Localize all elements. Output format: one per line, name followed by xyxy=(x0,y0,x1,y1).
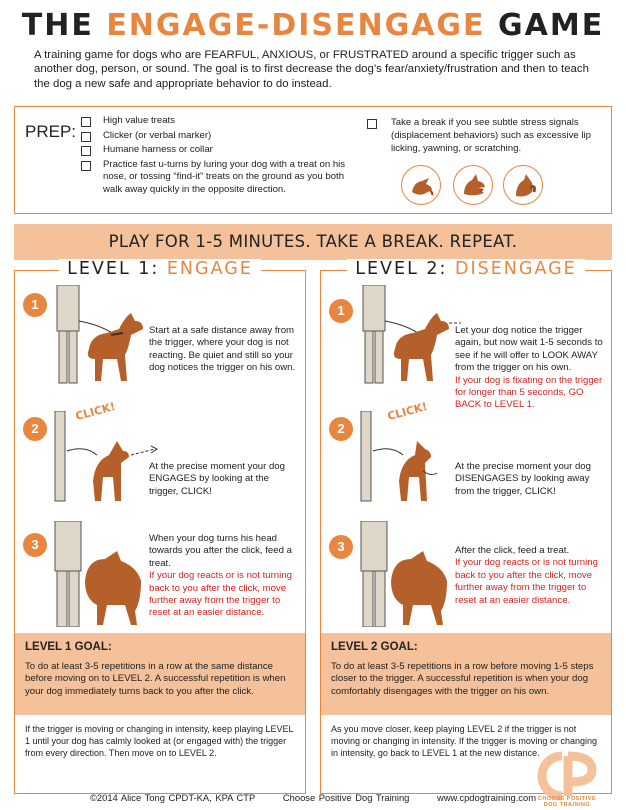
step-1-badge: 1 xyxy=(329,299,353,323)
step-2-text: At the precise moment your dog DISENGAGES by looking away from the trigger, CLICK! xyxy=(455,461,591,497)
dog-disengaging-illustration xyxy=(351,411,471,507)
lip-licking-dog-icon xyxy=(401,165,441,205)
scratching-dog-icon xyxy=(503,165,543,205)
step-2-badge: 2 xyxy=(23,417,47,441)
person-and-dog-illustration xyxy=(45,285,155,389)
prep-list xyxy=(81,115,351,199)
level-1-panel xyxy=(14,259,306,794)
break-item: Take a break if you see subtle stress signals (displacement behaviors) such as excessive lip licking, yawning, or scratching. xyxy=(367,117,603,155)
step-3-text: After the click, feed a treat. If your dog reacts or is not turning back to you after the click, move further away from the trigger to reset at an easier distance. xyxy=(455,545,605,607)
website-link[interactable]: www.cpdogtraining.com xyxy=(437,792,537,803)
page-title: THE ENGAGE-DISENGAGE GAME xyxy=(21,8,605,43)
intro-text: A training game for dogs who are FEARFUL, ANXIOUS, or FRUSTRATED around a specific trigger such as another dog, person, or sound. The goal is to first decrease the dog’s fear/anxiety/frustration and then to teach the dog a new safe and appropriate behavior to do instead. xyxy=(34,49,589,90)
checkbox[interactable] xyxy=(367,119,377,129)
level-2-panel xyxy=(320,259,612,794)
prep-label: PREP: xyxy=(25,122,77,141)
goal-text: To do at least 3-5 repetitions in a row before moving 1-5 steps closer to the trigger. A successful repetition is when your dog comfortably disengages with the trigger on his own. xyxy=(331,661,594,697)
level-2-note: As you move closer, keep playing LEVEL 2 if the trigger is not moving or changing in intensity. If the trigger is moving or changing in intensity, go back to LEVEL 1 at the new distance. xyxy=(331,724,597,758)
play-banner: PLAY FOR 1-5 MINUTES. TAKE A BREAK. REPEAT. xyxy=(14,224,612,260)
checkbox[interactable] xyxy=(81,132,91,142)
level-1-title: LEVEL 1: ENGAGE xyxy=(15,259,305,279)
level-1-note: If the trigger is moving or changing in intensity, keep playing LEVEL 1 until your dog has calmly looked at (or engaged with) the trigger from every direction. Then move on to LEVEL 2. xyxy=(25,724,294,758)
dog-engaging-illustration xyxy=(45,411,165,507)
step-1-text: Start at a safe distance away from the trigger, where your dog is not reacting. Be quiet and still so your dog notices the trigger on his own. xyxy=(149,325,296,374)
step-3-warning: If your dog reacts or is not turning back to you after the click, move further away from the trigger to reset at an easier distance. xyxy=(149,570,292,619)
prep-box xyxy=(14,106,612,214)
step-3-badge: 3 xyxy=(23,533,47,557)
click-label: CLICK! xyxy=(386,399,429,424)
prep-item: Clicker (or verbal marker) xyxy=(81,130,351,143)
goal-text: To do at least 3-5 repetitions in a row at the same distance before moving on to LEVEL 2. A successful repetition is when your dog immediately turns back to you after the click. xyxy=(25,661,286,697)
logo-text: CHOOSE POSITIVE DOG TRAINING xyxy=(537,796,597,808)
goal-title: LEVEL 2 GOAL: xyxy=(331,641,418,653)
copyright: ©2014 Alice Tong CPDT-KA, KPA CTP xyxy=(89,792,256,803)
level-2-goal xyxy=(321,633,611,715)
break-reminder xyxy=(367,117,603,155)
person-and-dog-illustration xyxy=(351,285,461,389)
brand-name: Choose Positive Dog Training xyxy=(282,792,410,803)
level-2-title: LEVEL 2: DISENGAGE xyxy=(321,259,611,279)
footer xyxy=(0,792,626,803)
yawning-dog-icon xyxy=(453,165,493,205)
step-3-text: When your dog turns his head towards you after the click, feed a treat. If your dog reacts or is not turning back to you after the click, move further away from the trigger to reset at an easier distance. xyxy=(149,533,299,620)
prep-item: Practice fast u-turns by luring your dog with a treat on his nose, or tossing “find-it” treats on the ground as you both walk away quickly in the opposite direction. xyxy=(81,159,351,197)
click-label: CLICK! xyxy=(74,399,117,424)
step-1-text: Let your dog notice the trigger again, but now wait 1-5 seconds to see if he will offer to LOOK AWAY from the trigger on his own. If your dog is fixating on the trigger for longer than 5 seconds, GO BACK to LEVEL 1. xyxy=(455,325,605,412)
checkbox[interactable] xyxy=(81,117,91,127)
stress-signal-icons xyxy=(395,165,595,207)
title-highlight: ENGAGE-DISENGAGE xyxy=(106,8,486,43)
step-3-badge: 3 xyxy=(329,535,353,559)
checkbox[interactable] xyxy=(81,146,91,156)
prep-item: Humane harness or collar xyxy=(81,144,351,157)
checkbox[interactable] xyxy=(81,161,91,171)
prep-item: High value treats xyxy=(81,115,351,128)
step-1-badge: 1 xyxy=(23,293,47,317)
step-2-badge: 2 xyxy=(329,417,353,441)
level-1-goal xyxy=(15,633,305,715)
dog-turning-back-illustration xyxy=(45,521,155,627)
step-3-warning: If your dog reacts or is not turning back to you after the click, move further away from the trigger to reset at an easier distance. xyxy=(455,557,598,606)
dog-treat-illustration xyxy=(351,521,461,627)
step-2-text: At the precise moment your dog ENGAGES by looking at the trigger, CLICK! xyxy=(149,461,285,497)
goal-title: LEVEL 1 GOAL: xyxy=(25,641,112,653)
step-1-warning: If your dog is fixating on the trigger for longer than 5 seconds, GO BACK to LEVEL 1. xyxy=(455,374,603,411)
